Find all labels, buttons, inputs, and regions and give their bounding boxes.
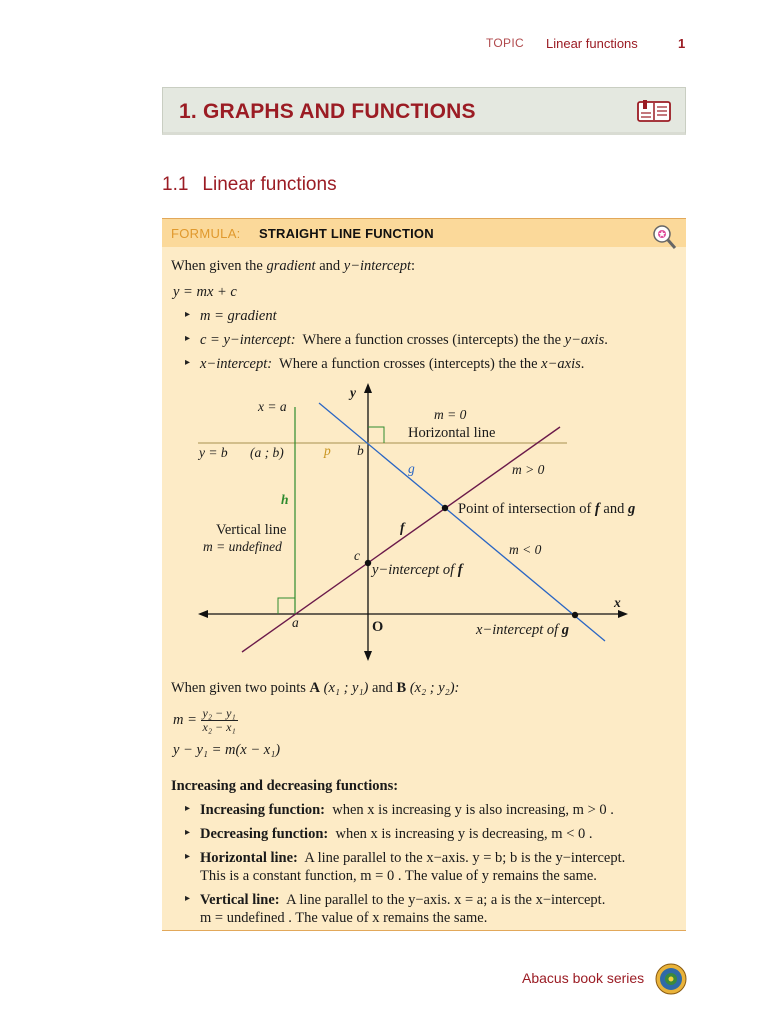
x-axis-arrow-left — [198, 610, 208, 618]
decreasing-function: Decreasing function: when x is increasing y is decreasing, m < 0 . — [200, 826, 593, 842]
bullet-y-intercept: c = y−intercept: Where a function crosses (intercepts) the the y−axis. — [200, 332, 608, 348]
point-intersection — [442, 505, 448, 511]
label-x-eq-a: x = a — [258, 399, 287, 414]
formula-box — [162, 218, 686, 931]
two-points-text: When given two points A (x₁ ; y₁) and B (x₂ ; y₂): — [171, 680, 460, 696]
bullet-x-intercept: x−intercept: Where a function crosses (intercepts) the the x−axis. — [200, 356, 585, 372]
label-vertical-line: Vertical line — [216, 522, 287, 538]
formula-box-header — [162, 219, 686, 247]
label-m-negative: m < 0 — [509, 542, 542, 557]
vertical-line-item-cont: m = undefined . The value of x remains the same. — [200, 910, 488, 926]
page-number: 1 — [678, 36, 686, 51]
horizontal-line-item-cont: This is a constant function, m = 0 . The value of y remains the same. — [200, 868, 597, 884]
topic-title: Linear functions — [546, 36, 638, 51]
gradient-formula: m = $\frac{\text{y₂ − y₁}}{\text{x₂ − x₁}}$ — [173, 706, 236, 735]
label-y-intercept-f: y−intercept of f — [372, 562, 463, 578]
label-y-axis: y — [350, 385, 356, 400]
bullet-icon: ▸ — [185, 893, 191, 904]
bullet-icon: ▸ — [185, 827, 191, 838]
increasing-function: Increasing function: when x is increasing y is also increasing, m > 0 . — [200, 802, 614, 818]
point-slope-formula: y − y₁ = m(x − x₁) — [173, 742, 281, 758]
label-y-eq-b: y = b — [199, 445, 228, 460]
line-f — [242, 427, 560, 652]
label-c: c — [354, 548, 360, 563]
horizontal-line-item: Horizontal line: A line parallel to the x−axis. y = b; b is the y−intercept. — [200, 850, 626, 866]
book-icon — [637, 99, 671, 123]
point-y-intercept-f — [365, 560, 371, 566]
formula-label: FORMULA: — [171, 226, 241, 241]
label-origin: O — [372, 619, 384, 635]
chapter-banner — [162, 87, 686, 135]
label-p: p — [324, 443, 331, 458]
label-h: h — [281, 492, 289, 507]
abacus-logo — [655, 963, 687, 995]
y-axis-arrow-up — [364, 383, 372, 393]
incdec-heading: Increasing and decreasing functions: — [171, 778, 399, 794]
bullet-icon: ▸ — [185, 333, 191, 344]
bullet-icon: ▸ — [185, 309, 191, 320]
vertical-line-item: Vertical line: A line parallel to the y−axis. x = a; a is the x−intercept. — [200, 892, 606, 908]
bullet-gradient: m = gradient — [200, 308, 277, 324]
x-axis-arrow-right — [618, 610, 628, 618]
line-equation: y = mx + c — [173, 284, 237, 300]
running-header — [0, 36, 768, 52]
bullet-icon: ▸ — [185, 851, 191, 862]
section-number: 1.1 — [162, 174, 189, 195]
label-x-axis: x — [614, 595, 621, 610]
label-point-ab: (a ; b) — [250, 445, 284, 460]
section-heading — [162, 174, 337, 196]
label-horizontal-line: Horizontal line — [408, 425, 496, 441]
label-m-undefined: m = undefined — [203, 539, 282, 554]
section-title: Linear functions — [202, 174, 337, 195]
label-m0: m = 0 — [434, 407, 467, 422]
label-x-intercept-g: x−intercept of g — [476, 622, 569, 638]
formula-title: STRAIGHT LINE FUNCTION — [259, 226, 434, 241]
chapter-title: 1. GRAPHS AND FUNCTIONS — [179, 100, 476, 123]
label-f: f — [400, 520, 405, 535]
bullet-icon: ▸ — [185, 357, 191, 368]
intro-text: When given the gradient and y−intercept: — [171, 258, 416, 274]
linear-functions-diagram — [162, 379, 686, 679]
y-axis-arrow-down — [364, 651, 372, 661]
point-x-intercept-g — [572, 612, 578, 618]
right-angle-marker — [368, 427, 384, 443]
label-b: b — [357, 443, 364, 458]
right-angle-marker — [278, 598, 295, 614]
topic-label: TOPIC — [486, 36, 524, 50]
label-intersection: Point of intersection of f and g — [458, 501, 636, 517]
footer-series: Abacus book series — [522, 970, 645, 986]
magnifier-icon[interactable] — [652, 222, 678, 256]
label-m-positive: m > 0 — [512, 462, 545, 477]
label-g: g — [408, 461, 415, 476]
label-a: a — [292, 615, 299, 630]
bullet-icon: ▸ — [185, 803, 191, 814]
gradient-fraction: $\frac{\text{y₂ − y₁}}{\text{x₂ − x₁}}$ — [202, 706, 236, 735]
